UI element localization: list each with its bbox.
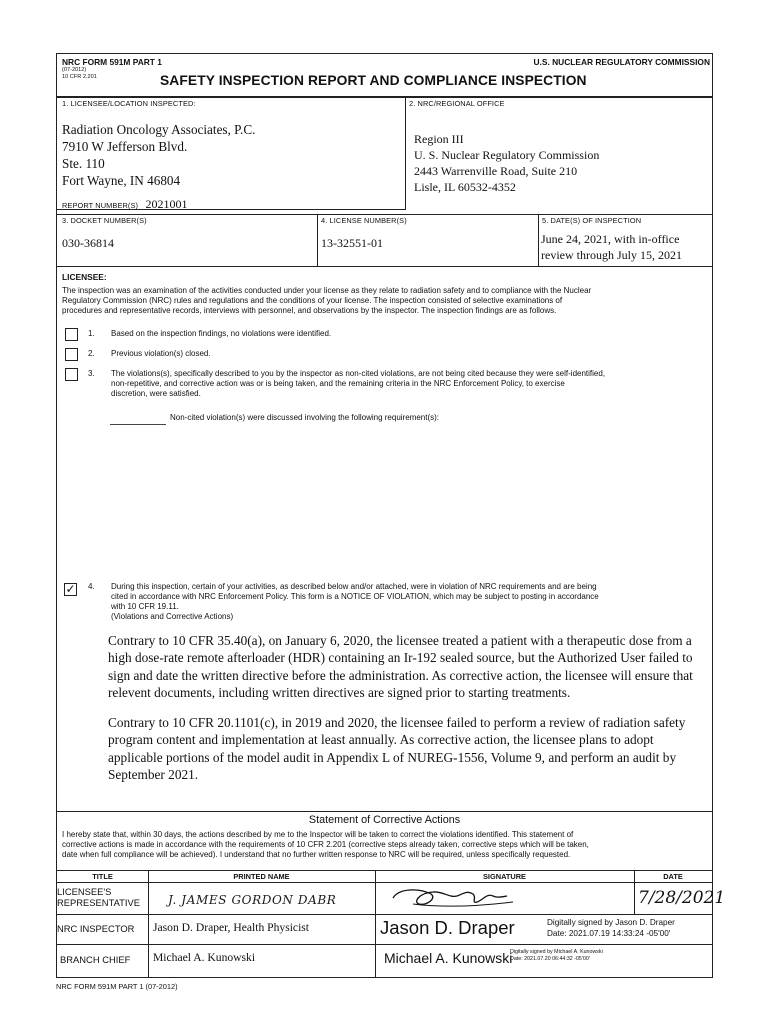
inspection-date-line-1: June 24, 2021, with in-office bbox=[541, 232, 680, 246]
violation-1-line-1: Contrary to 10 CFR 35.40(a), on January 6, 2020, the licensee treated a patient with a therapeutic dose from a bbox=[108, 633, 692, 648]
inspector-digital-stamp bbox=[547, 917, 675, 939]
branch-chief-printed-name: Michael A. Kunowski bbox=[153, 951, 256, 964]
corrective-heading: Statement of Corrective Actions bbox=[308, 814, 461, 826]
finding-1-text: Based on the inspection findings, no violations were identified. bbox=[111, 329, 332, 338]
noncited-note: Non-cited violation(s) were discussed involving the following requirement(s): bbox=[170, 413, 440, 422]
intro-line-3: procedures and representative records, interviews with personnel, and observations by the inspector. The inspection findings are as follows. bbox=[62, 306, 557, 315]
violation-2-line-1: Contrary to 10 CFR 20.1101(c), in 2019 and 2020, the licensee failed to perform a review of radiation safety bbox=[108, 715, 686, 730]
regional-office-label: 2. NRC/REGIONAL OFFICE bbox=[409, 99, 505, 108]
intro-line-2: Regulatory Commission (NRC) rules and regulations and the conditions of your license. The inspection consisted of selective examinations of bbox=[62, 296, 563, 305]
row-licensee-title bbox=[57, 886, 140, 908]
finding-4-number: 4. bbox=[88, 582, 95, 591]
licensee-location-label: 1. LICENSEE/LOCATION INSPECTED: bbox=[62, 99, 196, 108]
header-title: TITLE bbox=[92, 872, 113, 881]
finding-4-line-1: During this inspection, certain of your activities, as described below and/or attached, were in violation of NRC requirements and are being bbox=[111, 582, 597, 591]
intro-line-1: The inspection was an examination of the activities conducted under your license as they relate to radiation safety and to compliance with the Nuclear bbox=[62, 286, 592, 295]
docket-label: 3. DOCKET NUMBER(S) bbox=[62, 216, 147, 225]
corrective-line-2: corrective actions is made in accordance with the requirements of 10 CFR 2.201 (corrective steps already taken, corrective steps which will be taken, bbox=[62, 840, 589, 849]
inspector-printed-name: Jason D. Draper, Health Physicist bbox=[153, 921, 310, 934]
violation-1-line-4: relevent documents, including written directives are signed prior to starting treatments. bbox=[108, 685, 571, 701]
branch-chief-signature: Michael A. Kunowski bbox=[384, 950, 513, 966]
finding-4-text bbox=[111, 582, 711, 622]
licensee-heading: LICENSEE: bbox=[62, 272, 107, 282]
footer-form-number: NRC FORM 591M PART 1 (07-2012) bbox=[56, 982, 178, 991]
inspector-digital-line-1: Digitally signed by Jason D. Draper bbox=[547, 918, 675, 927]
licensee-address bbox=[62, 121, 255, 189]
finding-2-text: Previous violation(s) closed. bbox=[111, 349, 211, 358]
branch-chief-digital-line-2: Date: 2021.07.20 06:44:32 -05'00' bbox=[510, 956, 590, 962]
page-title: SAFETY INSPECTION REPORT AND COMPLIANCE INSPECTION bbox=[160, 73, 587, 88]
finding-4-checkbox[interactable] bbox=[64, 583, 77, 596]
inspection-intro bbox=[62, 286, 710, 316]
licensee-title-line-2: REPRESENTATIVE bbox=[57, 897, 140, 908]
license-number: 13-32551-01 bbox=[321, 236, 383, 250]
violation-1 bbox=[108, 632, 693, 702]
branch-chief-digital-line-1: Digitally signed by Michael A. Kunowski bbox=[510, 949, 603, 955]
finding-3-line-2: non-repetitive, and corrective action was or is being taken, and the remaining criteria in the NRC Enforcement Policy, to exercise bbox=[111, 379, 565, 388]
header-date: DATE bbox=[663, 872, 683, 881]
licensee-title-line-1: LICENSEE'S bbox=[57, 886, 112, 897]
cfr-reference: 10 CFR 2.201 bbox=[62, 74, 97, 80]
finding-3-text bbox=[111, 369, 711, 399]
corrective-text bbox=[62, 830, 710, 860]
violation-2-line-4: September 2021. bbox=[108, 767, 199, 783]
finding-3-line-3: discretion, were satisfied. bbox=[111, 389, 201, 398]
licensee-name: Radiation Oncology Associates, P.C. bbox=[62, 122, 256, 137]
licensee-suite: Ste. 110 bbox=[62, 156, 105, 171]
finding-3-line-1: The violations(s), specifically described to you by the inspector as non-cited violations, are not being cited because they were self-identified, bbox=[111, 369, 606, 378]
inspector-digital-line-2: Date: 2021.07.19 14:33:24 -05'00' bbox=[547, 929, 671, 938]
corrective-line-3: date when full compliance will be achieved). I understand that no further written response to NRC will be required, unless specifically requested. bbox=[62, 850, 571, 859]
licensee-signature-image bbox=[385, 884, 520, 914]
office-street: 2443 Warrenville Road, Suite 210 bbox=[414, 164, 578, 178]
licensee-city: Fort Wayne, IN 46804 bbox=[62, 173, 181, 188]
report-number: 2021001 bbox=[145, 197, 188, 211]
finding-4-line-2: cited in accordance with NRC Enforcement Policy. This form is a NOTICE OF VIOLATION, which may be subject to posting in accordance bbox=[111, 592, 599, 601]
violation-2-line-2: program content and implementation at least annually. As corrective action, the licensee plans to adopt bbox=[108, 732, 654, 748]
form-date: (07-2012) bbox=[62, 67, 87, 73]
report-number-row bbox=[62, 195, 188, 213]
finding-4-line-3: with 10 CFR 19.11. bbox=[111, 602, 179, 611]
license-label: 4. LICENSE NUMBER(S) bbox=[321, 216, 407, 225]
violation-2 bbox=[108, 714, 685, 784]
finding-2-checkbox[interactable] bbox=[65, 348, 78, 361]
regional-office-address bbox=[414, 131, 599, 195]
row-inspector-title: NRC INSPECTOR bbox=[57, 923, 135, 934]
violation-1-line-2: high dose-rate remote afterloader (HDR) containing an Ir-192 sealed source, but the Authorized User failed to bbox=[108, 650, 693, 666]
finding-2-number: 2. bbox=[88, 349, 95, 358]
finding-4-line-4: (Violations and Corrective Actions) bbox=[111, 612, 234, 621]
row-branch-chief-title: BRANCH CHIEF bbox=[60, 954, 131, 965]
inspection-dates bbox=[541, 231, 682, 263]
branch-chief-digital-stamp bbox=[510, 949, 603, 963]
inspector-signature: Jason D. Draper bbox=[380, 917, 515, 938]
agency-name: U.S. NUCLEAR REGULATORY COMMISSION bbox=[533, 57, 710, 67]
violation-2-line-3: applicable portions of the model audit in Appendix L of NUREG-1556, Volume 9, and perform an audit by bbox=[108, 749, 677, 765]
header-printed-name: PRINTED NAME bbox=[233, 872, 290, 881]
docket-number: 030-36814 bbox=[62, 236, 114, 250]
inspection-date-line-2: review through July 15, 2021 bbox=[541, 248, 682, 262]
header-signature: SIGNATURE bbox=[483, 872, 526, 881]
finding-3-checkbox[interactable] bbox=[65, 368, 78, 381]
finding-1-checkbox[interactable] bbox=[65, 328, 78, 341]
inspection-date-label: 5. DATE(S) OF INSPECTION bbox=[542, 216, 642, 225]
checkmark-icon: ✓ bbox=[65, 582, 76, 596]
form-number: NRC FORM 591M PART 1 bbox=[62, 57, 162, 67]
office-agency: U. S. Nuclear Regulatory Commission bbox=[414, 148, 600, 162]
violation-1-line-3: sign and date the written directive before the administration. As corrective action, the licensee will ensure that bbox=[108, 667, 693, 683]
corrective-line-1: I hereby state that, within 30 days, the actions described by me to the Inspector will be taken to correct the violations identified. This statement of bbox=[62, 830, 574, 839]
finding-3-number: 3. bbox=[88, 369, 95, 378]
report-number-label: REPORT NUMBER(S) bbox=[62, 201, 139, 210]
licensee-date: 7/28/2021 bbox=[638, 888, 726, 908]
office-region: Region III bbox=[414, 132, 464, 146]
office-city: Lisle, IL 60532-4352 bbox=[414, 180, 516, 194]
licensee-printed-name: J. JAMES GORDON DABR bbox=[168, 893, 337, 907]
finding-1-number: 1. bbox=[88, 329, 95, 338]
licensee-street: 7910 W Jefferson Blvd. bbox=[62, 139, 188, 154]
